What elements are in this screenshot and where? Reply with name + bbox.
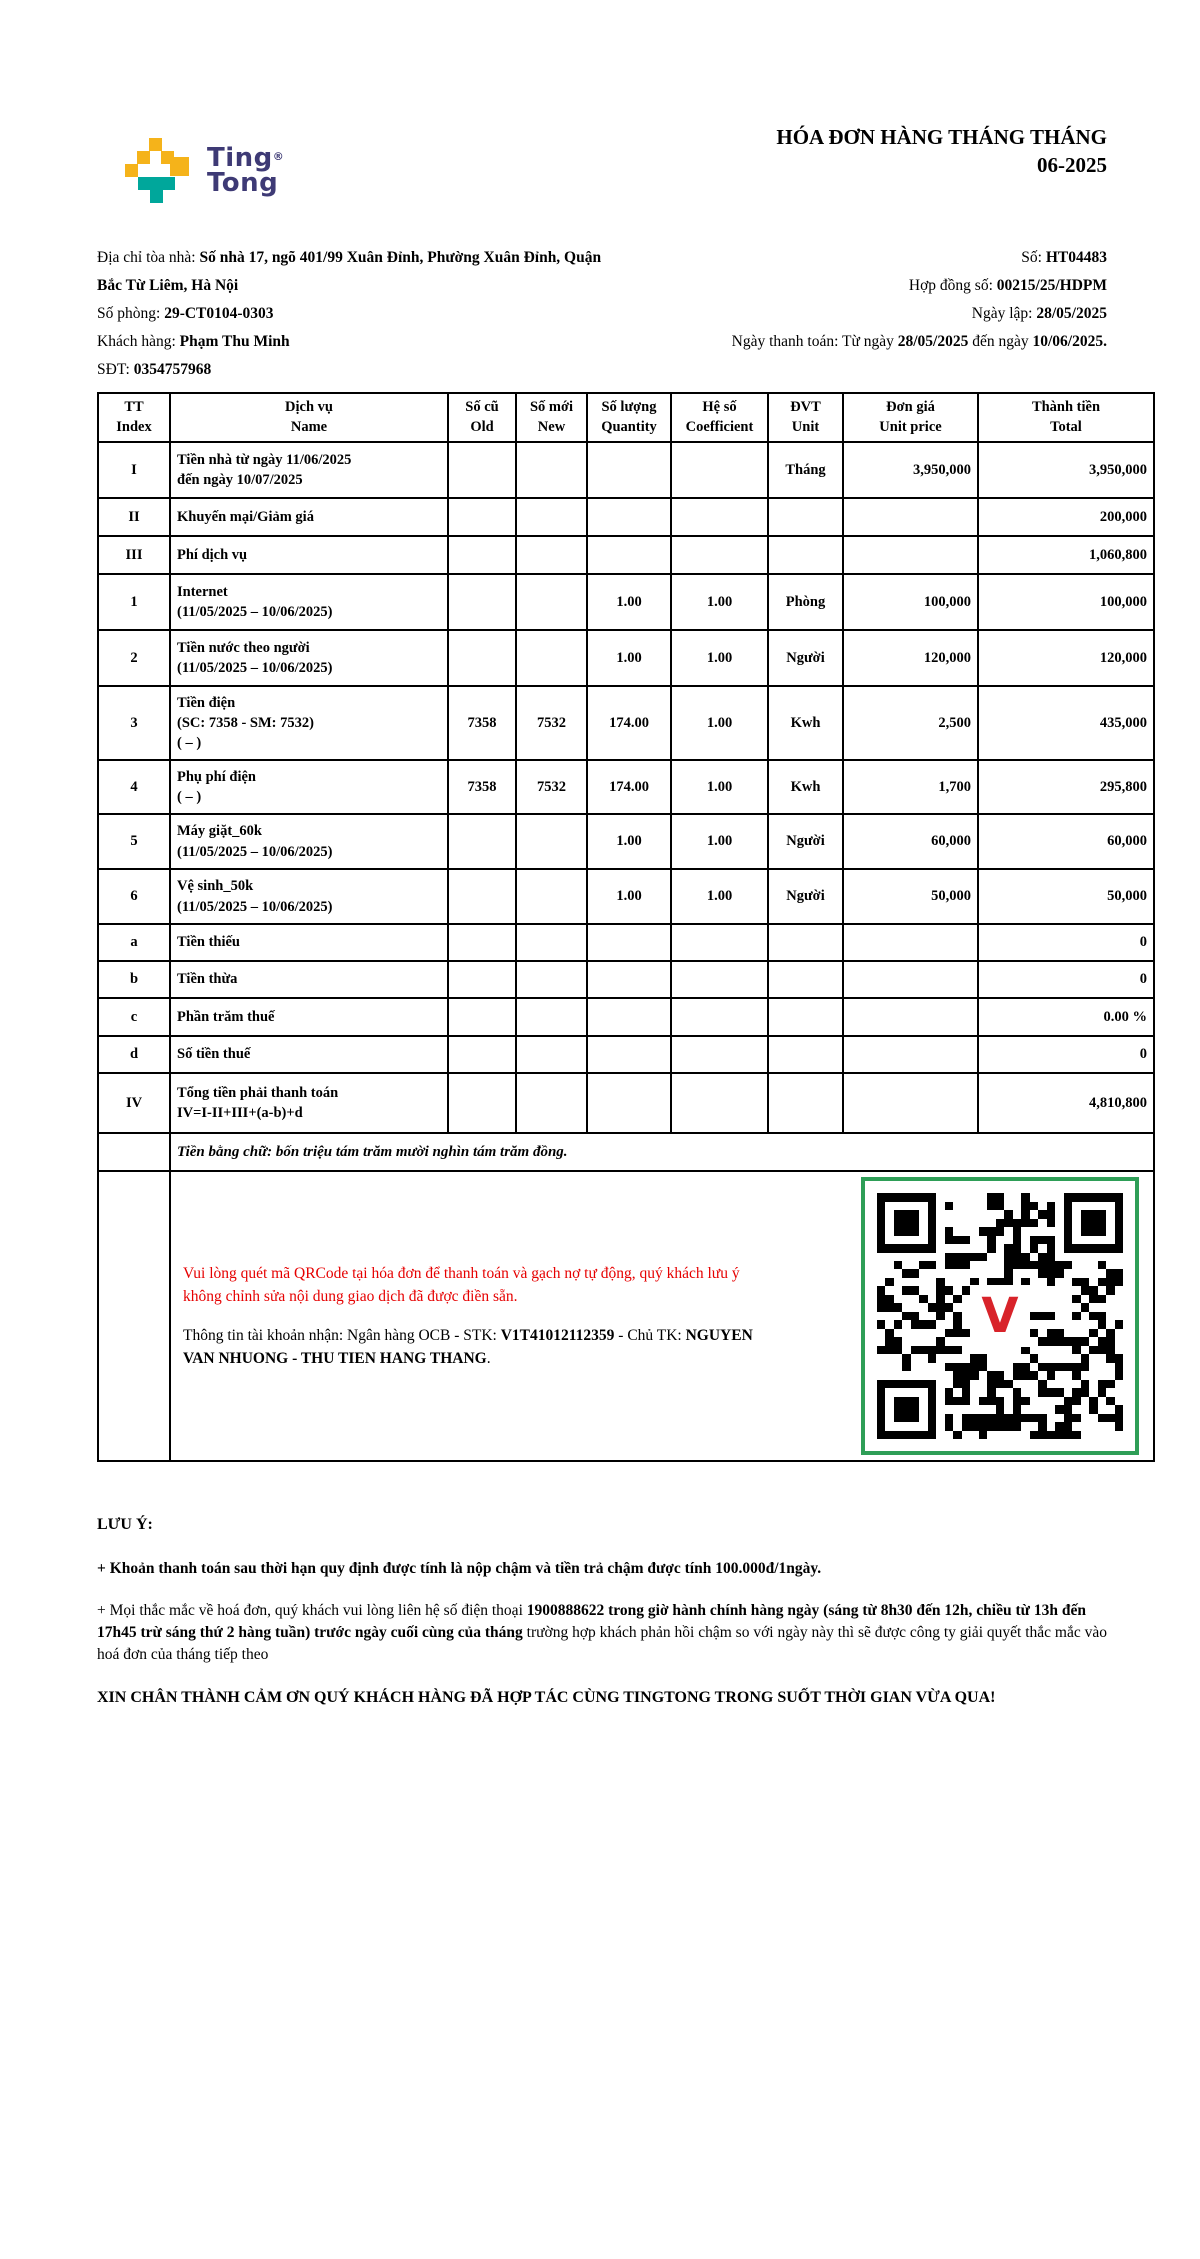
hotline-note-text: + Mọi thắc mắc về hoá đơn, quý khách vui lòng liên hệ số điện thoại xyxy=(97,1602,527,1620)
cell-index: 1 xyxy=(98,574,170,630)
hotline-note xyxy=(97,1600,1107,1666)
registered-mark-icon: ® xyxy=(272,150,285,163)
hotline-number: 1900888622 trong giờ hành chính hàng ngày (sáng từ 8h30 đến 12h, chiều từ 13h đến 17h45 trừ sáng thứ 2 hàng tuần) xyxy=(97,1602,1086,1642)
logo-pixel-icon xyxy=(138,177,175,190)
cell-unit xyxy=(768,498,843,536)
cell-price: 60,000 xyxy=(843,814,978,869)
cell-index: b xyxy=(98,961,170,998)
cell-total: 50,000 xyxy=(978,869,1154,924)
cell-total: 200,000 xyxy=(978,498,1154,536)
cell-qty xyxy=(587,442,671,498)
table-row xyxy=(98,686,1154,760)
cell-empty xyxy=(98,1133,170,1171)
cell-old xyxy=(448,442,516,498)
table-row xyxy=(98,814,1154,869)
amount-in-words-value: bốn triệu tám trăm mười nghìn tám trăm đồng. xyxy=(275,1143,568,1160)
cell-name: Phí dịch vụ xyxy=(170,536,448,574)
issue-date xyxy=(612,300,1107,328)
cell-name: Khuyến mại/Giảm giá xyxy=(170,498,448,536)
cell-price: 3,950,000 xyxy=(843,442,978,498)
cell-old xyxy=(448,536,516,574)
cell-new xyxy=(516,1073,587,1133)
cell-old: 7358 xyxy=(448,686,516,760)
customer-label: Khách hàng: xyxy=(97,333,180,350)
cell-qty xyxy=(587,924,671,961)
cell-coef: 1.00 xyxy=(671,869,768,924)
cell-unit: Người xyxy=(768,814,843,869)
cell-index: I xyxy=(98,442,170,498)
cell-coef: 1.00 xyxy=(671,630,768,686)
cell-unit xyxy=(768,961,843,998)
col-name: Dịch vụ Name xyxy=(170,393,448,442)
table-header-row xyxy=(98,393,1154,442)
amount-in-words xyxy=(170,1133,1154,1171)
cell-price xyxy=(843,961,978,998)
table-row xyxy=(98,998,1154,1036)
logo-pixel-icon xyxy=(150,190,163,203)
cell-qty xyxy=(587,961,671,998)
cell-qty xyxy=(587,998,671,1036)
cell-coef xyxy=(671,536,768,574)
cell-new xyxy=(516,498,587,536)
amount-in-words-row xyxy=(98,1133,1154,1171)
qr-scan-note: Vui lòng quét mã QRCode tại hóa đơn để thanh toán và gạch nợ tự động, quý khách lưu ý không chỉnh sửa nội dung giao dịch đã được điền sẵn. xyxy=(183,1264,740,1305)
cell-price xyxy=(843,998,978,1036)
invoice-title: HÓA ĐƠN HÀNG THÁNG THÁNG 06-2025 xyxy=(776,125,1107,177)
table-row xyxy=(98,924,1154,961)
cell-unit xyxy=(768,1036,843,1073)
customer-name xyxy=(97,328,612,356)
col-total: Thành tiền Total xyxy=(978,393,1154,442)
cell-old xyxy=(448,630,516,686)
cell-unit xyxy=(768,1073,843,1133)
cell-total: 0 xyxy=(978,1036,1154,1073)
col-index: TT Index xyxy=(98,393,170,442)
cell-index: c xyxy=(98,998,170,1036)
col-old: Số cũ Old xyxy=(448,393,516,442)
cell-qty: 174.00 xyxy=(587,686,671,760)
tingtong-logo-text xyxy=(207,143,285,198)
col-coefficient: Hệ số Coefficient xyxy=(671,393,768,442)
cell-index: II xyxy=(98,498,170,536)
invoice-info xyxy=(97,244,1153,384)
cell-total: 100,000 xyxy=(978,574,1154,630)
building-address xyxy=(97,244,612,300)
address-value: Số nhà 17, ngõ 401/99 Xuân Đỉnh, Phường Xuân Đỉnh, Quận Bắc Từ Liêm, Hà Nội xyxy=(97,249,602,294)
logo-pixel-icon xyxy=(170,157,189,176)
cell-price xyxy=(843,924,978,961)
cell-coef: 1.00 xyxy=(671,574,768,630)
payment-row xyxy=(98,1171,1154,1461)
account-mid: - Chủ TK: xyxy=(614,1327,686,1345)
cell-new xyxy=(516,536,587,574)
table-row xyxy=(98,442,1154,498)
tingtong-logo xyxy=(125,138,284,204)
cell-total: 4,810,800 xyxy=(978,1073,1154,1133)
brand-line1: Ting xyxy=(207,143,273,173)
payment-period-label: Ngày thanh toán: Từ ngày xyxy=(731,333,898,350)
cell-price xyxy=(843,1036,978,1073)
customer-value: Phạm Thu Minh xyxy=(179,333,290,350)
cell-new xyxy=(516,574,587,630)
customer-phone xyxy=(97,356,612,384)
contract-label: Hợp đồng số: xyxy=(908,277,997,294)
hotline-note-tail: trường hợp khách phản hồi chậm so với ngày này thì sẽ được công ty giải quyết thắc mắc vào hoá đơn của tháng tiếp theo xyxy=(97,1624,1107,1664)
brand-line2: Tong xyxy=(207,168,279,198)
logo-pixel-icon xyxy=(149,138,162,151)
vietqr-v-icon: V xyxy=(970,1285,1030,1347)
cell-name: Phụ phí điện ( – ) xyxy=(170,760,448,814)
table-row xyxy=(98,961,1154,998)
cell-empty xyxy=(98,1171,170,1461)
cell-index: 3 xyxy=(98,686,170,760)
payment-cell xyxy=(170,1171,1154,1461)
cell-total: 1,060,800 xyxy=(978,536,1154,574)
cell-unit: Tháng xyxy=(768,442,843,498)
cell-total: 295,800 xyxy=(978,760,1154,814)
table-row xyxy=(98,574,1154,630)
cell-qty xyxy=(587,1073,671,1133)
room-value: 29-CT0104-0303 xyxy=(164,305,274,322)
cell-name: Tiền nhà từ ngày 11/06/2025 đến ngày 10/07/2025 xyxy=(170,442,448,498)
account-holder: NGUYEN VAN NHUONG - THU TIEN HANG THANG xyxy=(183,1327,753,1368)
contract-number xyxy=(612,272,1107,300)
cell-index: 2 xyxy=(98,630,170,686)
cell-qty xyxy=(587,1036,671,1073)
cell-price: 1,700 xyxy=(843,760,978,814)
table-row xyxy=(98,1036,1154,1073)
invoice-number-label: Số: xyxy=(1021,249,1046,266)
payment-to: 10/06/2025. xyxy=(1032,333,1107,350)
cell-new xyxy=(516,869,587,924)
cell-unit: Kwh xyxy=(768,686,843,760)
cell-price xyxy=(843,536,978,574)
table-row xyxy=(98,760,1154,814)
cell-old: 7358 xyxy=(448,760,516,814)
cell-qty xyxy=(587,536,671,574)
cell-coef xyxy=(671,1073,768,1133)
cell-old xyxy=(448,1036,516,1073)
cell-new: 7532 xyxy=(516,760,587,814)
account-prefix: Thông tin tài khoản nhận: Ngân hàng OCB - STK: xyxy=(183,1327,501,1345)
customer-info xyxy=(97,244,612,384)
payment-instructions xyxy=(177,1262,768,1371)
cell-new xyxy=(516,442,587,498)
logo-pixel-icon xyxy=(125,164,138,177)
cell-total: 120,000 xyxy=(978,630,1154,686)
cell-name: Máy giặt_60k (11/05/2025 – 10/06/2025) xyxy=(170,814,448,869)
cell-total: 3,950,000 xyxy=(978,442,1154,498)
cell-qty: 174.00 xyxy=(587,760,671,814)
tingtong-logo-icon xyxy=(125,138,193,204)
cell-name: Internet (11/05/2025 – 10/06/2025) xyxy=(170,574,448,630)
cell-old xyxy=(448,574,516,630)
cell-unit xyxy=(768,536,843,574)
cell-new xyxy=(516,998,587,1036)
table-row xyxy=(98,630,1154,686)
cell-index: 5 xyxy=(98,814,170,869)
cell-coef: 1.00 xyxy=(671,814,768,869)
deadline-text: trước ngày cuối cùng của tháng xyxy=(314,1624,523,1642)
cell-old xyxy=(448,1073,516,1133)
contract-value: 00215/25/HDPM xyxy=(996,277,1107,294)
late-payment-note: + Khoản thanh toán sau thời hạn quy định được tính là nộp chậm và tiền trả chậm được tính 100.000đ/1ngày. xyxy=(97,1560,822,1578)
cell-unit: Người xyxy=(768,869,843,924)
issue-date-label: Ngày lập: xyxy=(971,305,1037,322)
amount-in-words-label: Tiền bằng chữ: xyxy=(177,1143,276,1160)
cell-name: Phần trăm thuế xyxy=(170,998,448,1036)
cell-unit xyxy=(768,924,843,961)
invoice-content xyxy=(97,0,1153,1729)
invoice-table xyxy=(97,392,1155,1462)
cell-qty xyxy=(587,498,671,536)
cell-new xyxy=(516,961,587,998)
cell-index: III xyxy=(98,536,170,574)
cell-new xyxy=(516,1036,587,1073)
cell-index: IV xyxy=(98,1073,170,1133)
table-row xyxy=(98,869,1154,924)
cell-unit: Người xyxy=(768,630,843,686)
cell-total: 60,000 xyxy=(978,814,1154,869)
room-label: Số phòng: xyxy=(97,305,165,322)
cell-coef: 1.00 xyxy=(671,686,768,760)
invoice-footer xyxy=(97,1514,1107,1709)
notes-heading: LƯU Ý: xyxy=(97,1516,153,1534)
cell-coef xyxy=(671,961,768,998)
cell-old xyxy=(448,998,516,1036)
thank-you-message: XIN CHÂN THÀNH CẢM ƠN QUÝ KHÁCH HÀNG ĐÃ HỢP TÁC CÙNG TINGTONG TRONG SUỐT THỜI GIAN VỪA QUA! xyxy=(97,1689,996,1707)
cell-unit: Kwh xyxy=(768,760,843,814)
invoice-meta xyxy=(612,244,1107,384)
invoice-header xyxy=(97,125,1153,204)
cell-name: Tiền nước theo người (11/05/2025 – 10/06/2025) xyxy=(170,630,448,686)
cell-new xyxy=(516,630,587,686)
cell-name: Tiền điện (SC: 7358 - SM: 7532) ( – ) xyxy=(170,686,448,760)
payment-mid: đến ngày xyxy=(968,333,1033,350)
phone-value: 0354757968 xyxy=(133,361,212,378)
cell-qty: 1.00 xyxy=(587,574,671,630)
issue-date-value: 28/05/2025 xyxy=(1036,305,1107,322)
cell-price: 100,000 xyxy=(843,574,978,630)
cell-name: Tiền thừa xyxy=(170,961,448,998)
cell-total: 0 xyxy=(978,924,1154,961)
col-new: Số mới New xyxy=(516,393,587,442)
cell-price: 50,000 xyxy=(843,869,978,924)
cell-coef xyxy=(671,998,768,1036)
col-quantity: Số lượng Quantity xyxy=(587,393,671,442)
cell-price xyxy=(843,498,978,536)
cell-new xyxy=(516,924,587,961)
cell-name: Tổng tiền phải thanh toán IV=I-II+III+(a-b)+d xyxy=(170,1073,448,1133)
address-label: Địa chỉ tòa nhà: xyxy=(97,249,200,266)
cell-old xyxy=(448,869,516,924)
col-unit-price: Đơn giá Unit price xyxy=(843,393,978,442)
cell-index: 6 xyxy=(98,869,170,924)
cell-price: 2,500 xyxy=(843,686,978,760)
cell-index: a xyxy=(98,924,170,961)
cell-index: d xyxy=(98,1036,170,1073)
cell-price: 120,000 xyxy=(843,630,978,686)
cell-qty: 1.00 xyxy=(587,814,671,869)
invoice-number-value: HT04483 xyxy=(1045,249,1107,266)
phone-label: SĐT: xyxy=(97,361,134,378)
account-number: V1T41012112359 xyxy=(500,1327,615,1345)
payment-period xyxy=(612,328,1107,356)
cell-name: Số tiền thuế xyxy=(170,1036,448,1073)
bank-account-info xyxy=(183,1324,768,1371)
cell-new xyxy=(516,814,587,869)
cell-unit xyxy=(768,998,843,1036)
cell-total: 0 xyxy=(978,961,1154,998)
cell-new: 7532 xyxy=(516,686,587,760)
col-unit: ĐVT Unit xyxy=(768,393,843,442)
cell-name: Tiền thiếu xyxy=(170,924,448,961)
cell-qty: 1.00 xyxy=(587,630,671,686)
cell-unit: Phòng xyxy=(768,574,843,630)
table-row xyxy=(98,498,1154,536)
cell-index: 4 xyxy=(98,760,170,814)
room-number xyxy=(97,300,612,328)
cell-old xyxy=(448,498,516,536)
cell-total: 0.00 % xyxy=(978,998,1154,1036)
qr-code xyxy=(861,1177,1139,1455)
table-row xyxy=(98,536,1154,574)
cell-price xyxy=(843,1073,978,1133)
cell-coef xyxy=(671,498,768,536)
table-row-total xyxy=(98,1073,1154,1133)
cell-name: Vệ sinh_50k (11/05/2025 – 10/06/2025) xyxy=(170,869,448,924)
cell-coef xyxy=(671,924,768,961)
cell-old xyxy=(448,961,516,998)
cell-coef xyxy=(671,1036,768,1073)
cell-coef xyxy=(671,442,768,498)
cell-qty: 1.00 xyxy=(587,869,671,924)
cell-total: 435,000 xyxy=(978,686,1154,760)
cell-old xyxy=(448,814,516,869)
cell-old xyxy=(448,924,516,961)
invoice-number xyxy=(612,244,1107,272)
payment-from: 28/05/2025 xyxy=(897,333,969,350)
account-suffix: . xyxy=(486,1350,491,1368)
logo-pixel-icon xyxy=(137,151,150,164)
cell-coef: 1.00 xyxy=(671,760,768,814)
